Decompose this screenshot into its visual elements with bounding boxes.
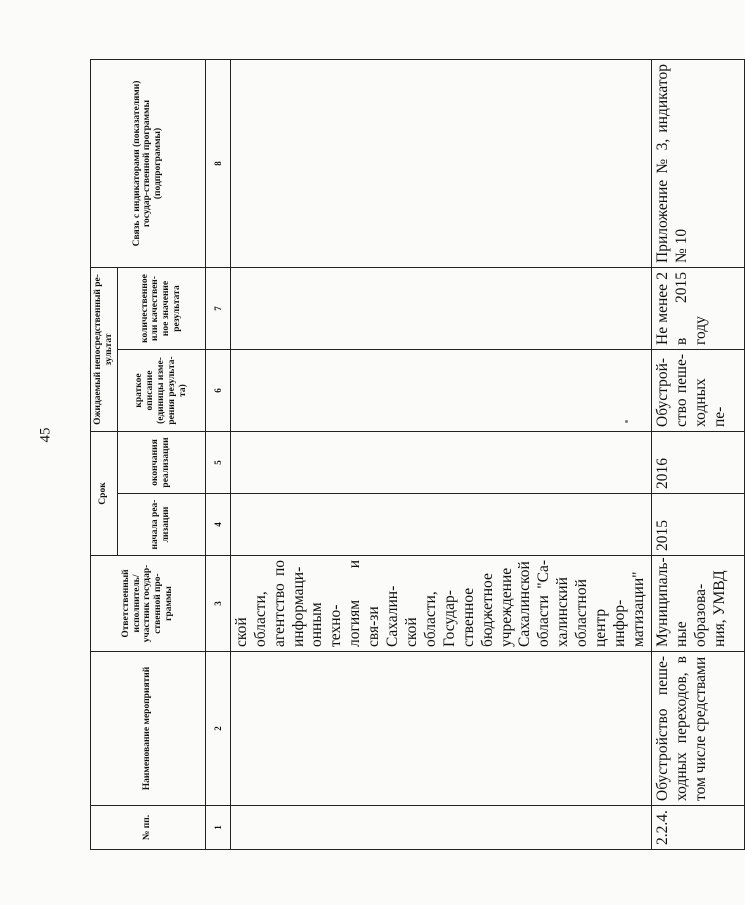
cell-empty [230, 432, 651, 494]
start-year: 2015 [651, 494, 744, 556]
column-number: 6 [205, 350, 230, 432]
header-num: № пп. [91, 806, 206, 850]
column-number: 2 [205, 652, 230, 806]
page-number: 45 [37, 427, 54, 443]
activity-name: Обустройство пеше-ходных переходов, в том числе средствами [651, 652, 744, 806]
table-row [651, 60, 744, 850]
header-description: краткое описание (единицы изме-рения результа-та) [117, 350, 205, 432]
cell-empty [230, 60, 651, 268]
header-term: Срок [91, 432, 118, 556]
activities-table [90, 59, 745, 850]
cell-empty [230, 350, 651, 432]
cell-empty [230, 268, 651, 350]
column-number: 1 [205, 806, 230, 850]
result-description: Обустрой-ство пеше-ходных пе- [651, 350, 744, 432]
column-number-row [205, 60, 230, 850]
header-start: начала реа-лизации [117, 494, 205, 556]
responsible-executor: Муниципаль-ные образова-ния, УМВД [651, 556, 744, 652]
column-number: 3 [205, 556, 230, 652]
continued-executor-cell: ской области, агентство по информаци-онным техно-логиям и свя-зи Сахалин-ской области, Государ-ственное бюджетное учреждение Сахалинской области "Са-халинский областной центр инфор-матизации" [230, 556, 651, 652]
column-number: 4 [205, 494, 230, 556]
header-expected-result: Ожидаемый непосредственный ре-зультат [91, 268, 118, 432]
column-number: 5 [205, 432, 230, 494]
cell-empty [230, 806, 651, 850]
cell-empty [230, 652, 651, 806]
end-year: 2016 [651, 432, 744, 494]
header-executor: Ответственный исполнитель/ участник государ-ственной про-граммы [91, 556, 206, 652]
scan-speck [625, 420, 628, 423]
header-value: количественное или качествен-ное значение результата [117, 268, 205, 350]
result-value: Не менее 2 в 2015 году [651, 268, 744, 350]
header-name: Наименование мероприятий [91, 652, 206, 806]
column-number: 7 [205, 268, 230, 350]
continued-row [230, 60, 651, 850]
column-number: 8 [205, 60, 230, 268]
rotated-table-wrapper [90, 60, 728, 850]
cell-empty [230, 494, 651, 556]
row-number: 2.2.4. [651, 806, 744, 850]
header-row-top [91, 60, 118, 850]
indicator-link: Приложение № 3, индикатор № 10 [651, 60, 744, 268]
header-indicator-link: Связь с индикаторами (показателями) государ-ственной программы (подпрограммы) [91, 60, 206, 268]
header-end: окончания реализации [117, 432, 205, 494]
